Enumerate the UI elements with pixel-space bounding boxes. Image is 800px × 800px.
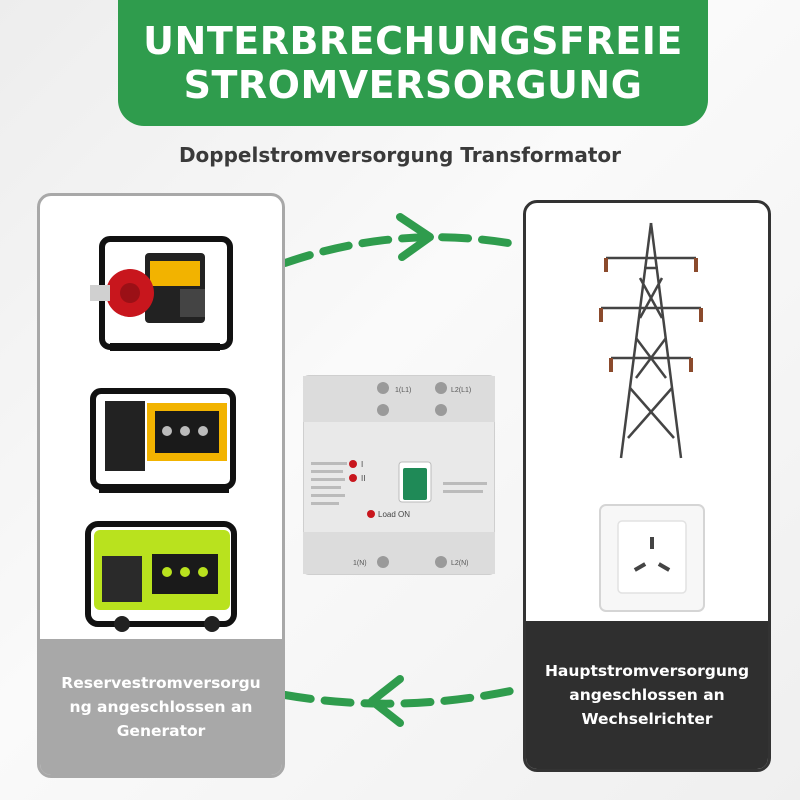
wall-socket-icon xyxy=(598,503,706,613)
device-label-2: II xyxy=(361,474,366,483)
terminal-top-left: 1(L1) xyxy=(395,387,412,394)
main-caption-line-3: Wechselrichter xyxy=(581,710,713,728)
load-on-label: Load ON xyxy=(378,510,411,519)
title-line-2: STROMVERSORGUNG xyxy=(183,63,643,107)
title-banner xyxy=(118,0,708,126)
main-supply-card xyxy=(523,200,771,772)
power-tower-icon xyxy=(596,218,706,468)
terminal-top-right: L2(L1) xyxy=(451,387,472,394)
backup-caption-line-1: Reservestromversorgu xyxy=(61,674,261,692)
main-caption-line-1: Hauptstromversorgung xyxy=(544,662,750,680)
subtitle: Doppelstromversorgung Transformator xyxy=(178,143,622,167)
water-pump-icon xyxy=(90,231,240,361)
arrow-to-main-icon xyxy=(280,205,530,285)
backup-caption-line-2: ng angeschlossen an xyxy=(69,698,253,716)
arrow-to-backup-icon xyxy=(280,665,530,745)
device-label-1: I xyxy=(361,460,364,469)
terminal-bottom-left: 1(N) xyxy=(353,560,367,567)
generator-icon xyxy=(85,381,240,501)
generator-icon xyxy=(82,516,242,636)
title-line-1: UNTERBRECHUNGSFREIE xyxy=(143,19,683,63)
backup-supply-caption xyxy=(40,639,282,775)
main-caption-line-2: angeschlossen an xyxy=(569,686,725,704)
backup-caption-line-3: Generator xyxy=(116,722,206,740)
transfer-switch-icon xyxy=(303,372,495,578)
terminal-bottom-right: L2(N) xyxy=(451,560,469,567)
backup-supply-card xyxy=(37,193,285,778)
main-supply-caption xyxy=(526,621,768,769)
